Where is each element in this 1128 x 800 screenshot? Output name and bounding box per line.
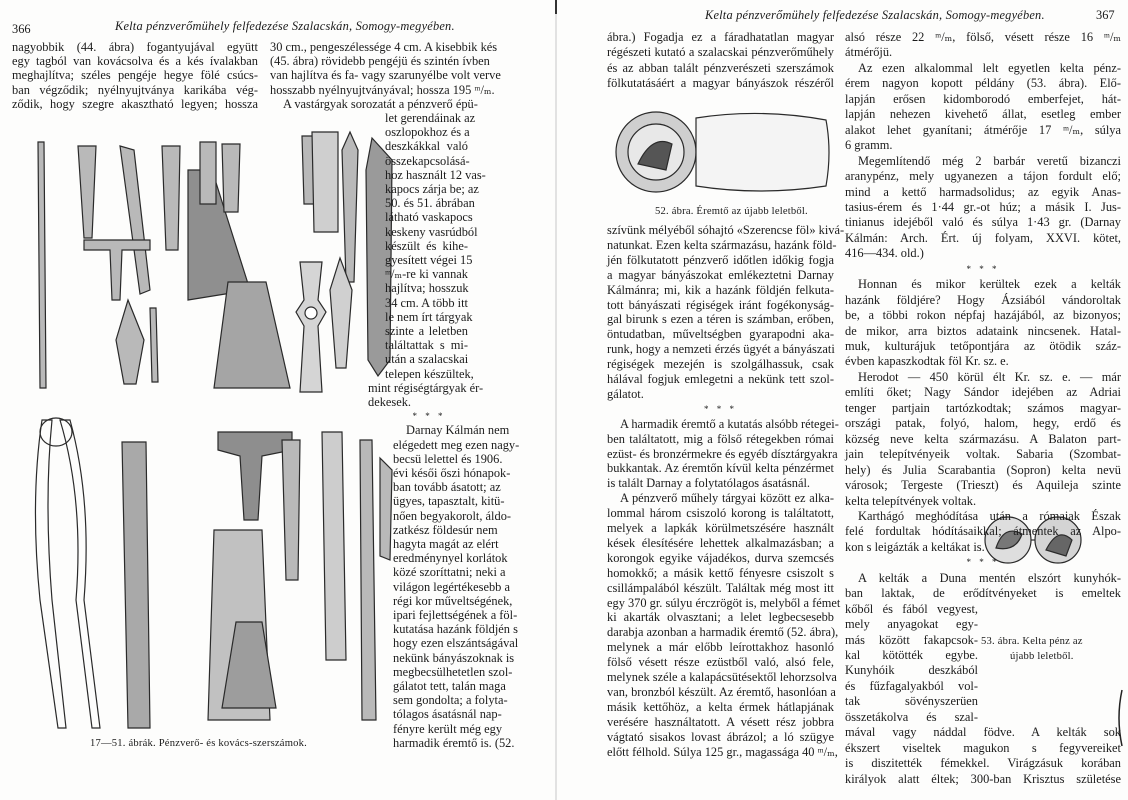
text-line: tólagos ásatásnál nap- [393, 707, 502, 722]
text-line: nagyobbik (44. ábra) fogantyujával együtt [12, 40, 258, 54]
section-separator: * * * [412, 411, 446, 422]
text-line: kőből és fából vegyest, [845, 601, 978, 616]
text-line: mint régiségtárgyak ér- [368, 380, 484, 395]
text-line: kapocs zárja be; az [385, 182, 479, 196]
text-line: A pénzverő műhely tárgyai között ez alka- [620, 491, 834, 506]
text-line: közé szoríttatni; neki a [393, 565, 506, 580]
tool-tongs [60, 420, 100, 728]
text-line: harmadik éremtő is. (52. [393, 735, 515, 750]
text-line: másik kettőhöz, a kelta érmek hátlapjának [607, 699, 834, 714]
text-line: Karthágó meghódítása után a rómaiak Észak [858, 508, 1121, 523]
text-line: 30 cm., pengeszélessége 4 cm. A kisebbik kés [270, 40, 498, 54]
section-separator: * * * [966, 263, 1000, 274]
figure-caption: 17—51. ábrák. Pénzverő- és kovács-szerszámok. [90, 738, 307, 749]
text-line: ipari fejlettségének a föl- [393, 608, 518, 622]
tool-long-blade [360, 440, 376, 720]
text-line: régiségek mezején is szolgálhassuk, csak [607, 357, 834, 372]
text-line: készült és kihe- [385, 238, 468, 253]
text-line: átmérőjü. [845, 45, 893, 60]
tool-double-axe [296, 262, 326, 392]
text-line: elégedett meg ezen nagy- [393, 437, 520, 452]
text-line: királyok alatt éltek; 300-ban Krisztus születése [845, 771, 1121, 786]
text-line: runk, hogy a nemzeti érzés ügyét a bányászati [607, 342, 835, 357]
text-line: ban laktak, de erődítvényeket is emeltek [845, 586, 1121, 601]
text-line: gyesített végei 15 [385, 253, 473, 267]
text-line: hazánk földjére? Hogy Ázsiából vándoroltak [845, 292, 1121, 307]
text-line: ᵐ/ₘ-re ki vannak [385, 267, 468, 282]
text-line: látható vaskapocs [385, 210, 473, 225]
text-line: ezüst- és bronzérmekre és egyéb dísztárgyakra [607, 446, 838, 461]
text-line: le nem írt tárgyak [385, 309, 473, 324]
tool-axe [188, 170, 250, 300]
text-line: 50. és 51. ábrában [385, 196, 475, 211]
text-line: kelta telepítvények voltak. [845, 493, 977, 508]
section-separator: * * * [966, 557, 1000, 568]
page-number: 366 [12, 22, 31, 36]
text-line: eredménynyel korlátok [393, 551, 508, 566]
text-line: sem gondolta; a folyta- [393, 693, 508, 708]
text-line: korongok egyike vájadékos, durva szemcsés [607, 550, 834, 565]
text-line: fölkutatásáért a magyar bányászok részéről [607, 76, 834, 91]
text-line: van hajlítva és fa- vagy szarunyélbe volt verve [270, 68, 501, 83]
tool-chisel [282, 440, 300, 580]
text-line: hely) és Julia Scarabantia (Sopron) kelta nevü [845, 462, 1121, 477]
text-line: érem nagyon kopott példány (53. ábra). Elő- [845, 76, 1121, 91]
text-line: összetákolva és szal- [845, 709, 978, 724]
running-head: Kelta pénzverőmühely felfedezése Szalacskán, Somogy-megyében. [115, 19, 455, 33]
page-number: 367 [1096, 8, 1115, 22]
text-line: szinte a leletben [385, 324, 468, 338]
tool-long-file [122, 442, 150, 728]
text-line: alsó része 22 ᵐ/ₘ, fölső, vésett része 16 ᵐ/ₘ [845, 30, 1121, 44]
text-line: városok; Tergeste (Trieszt) és Aquileja szinte [845, 478, 1121, 493]
text-line: darabja azonban a harmadik éremtő (52. ábra), [607, 625, 839, 640]
text-line: egy 370 gr. súlyu érczrögöt is, melyből a fémet [607, 595, 841, 610]
text-line: verésére használtatott. A vésett rész jobbra [607, 714, 834, 729]
text-line: natunkat. Ezen kelta származásu, hazánk föld- [607, 237, 837, 252]
figure-53-caption-line: újabb leletből. [1010, 651, 1074, 662]
text-line: tinianus idejéből való és súlya 1·43 gr. (Darnay [845, 215, 1121, 230]
tool-bar [222, 144, 240, 212]
text-line: be, a többi rokon népfaj hazájából, az bizonyos; [845, 308, 1121, 323]
text-line: mely anyagokat egy- [845, 617, 978, 632]
tool-bar [312, 132, 338, 232]
text-line: Honnan és mikor kerültek ezek a kelták [858, 277, 1121, 292]
text-line: dekesek. [368, 395, 412, 409]
text-line: tott bányászati régiségek iránt fogékonyság- [607, 297, 834, 312]
text-line: van, bronzból készült. Az éremtő, hasonlóan a [607, 684, 836, 699]
text-line: említi őket; Nagy Sándor idejében az Adriai [845, 385, 1121, 400]
text-line: egy tagból van kovácsolva és a kés ívalakban [12, 54, 258, 69]
text-line: Kálmánra; mi, kik a hazánk földjén felkuta- [607, 282, 834, 297]
tool-chisel [78, 146, 96, 238]
text-line: Kálmán: Arch. Ért. új folyam, XXVI. kötet, [845, 230, 1121, 245]
text-line: lapján nehezen kivehető állat, esetleg ember [845, 107, 1121, 122]
text-line: találtattak s mi- [385, 338, 468, 353]
figure-53-caption-line: 53. ábra. Kelta pénz az [981, 636, 1083, 647]
text-line: ügyes, tapasztalt, kitü- [393, 494, 505, 509]
text-line: régi kor műveltségének, [393, 593, 513, 608]
text-line: tasius-érem és 1·44 gr.-ot húz; a másik I. Jus- [845, 199, 1121, 214]
tool-dagger [342, 132, 358, 282]
tool-anvil [218, 432, 292, 520]
text-line: mind a kettő harmadsolidus; az egyik Anas- [845, 184, 1121, 199]
text-line: ki akarták olvasztani; a lelet legbecsesebb [607, 610, 834, 625]
text-line: jain telepítvényeik voltak. Sabaria (Szombat- [845, 447, 1121, 462]
text-line: let gerendáinak az [385, 111, 476, 125]
tool-spearhead [116, 300, 144, 384]
tool-knife [120, 146, 150, 294]
text-line: deszkákkal való [385, 139, 468, 154]
text-line: hogy ezen elszántságával [393, 636, 519, 651]
figure-52-caption: 52. ábra. Éremtő az újabb leletből. [655, 206, 808, 217]
text-line: után a szalacskai [385, 352, 469, 367]
text-line: is diszitették fémekkel. Virágzásuk korában [845, 756, 1121, 771]
text-line: szívünk mélyéből sóhajtó «Szerencse föl» kivá- [607, 223, 845, 237]
tool-rod [150, 308, 158, 382]
text-line: A vastárgyak sorozatát a pénzverő épü- [283, 96, 478, 111]
text-line: évben kapaszkodtak föl Kr. sz. e. [845, 354, 1009, 369]
text-line: alakot lehet gyanítani; átmérője 17 ᵐ/ₘ, súlya [845, 122, 1121, 137]
section-separator: * * * [704, 403, 737, 414]
text-line: világon legértékesebb a [393, 579, 510, 594]
text-line: más között fakapcsok- [845, 632, 978, 647]
figure-17-51-tools [35, 132, 392, 728]
text-line: nően begyakorolt, áldo- [393, 508, 512, 523]
tool-tongs [35, 420, 66, 728]
text-line: a magyar bányászokat emlékeztetni Darnay [607, 267, 834, 282]
tool-bar [200, 142, 216, 204]
text-line: lapján erősen kidomborodó emberfejet, hát- [845, 91, 1121, 106]
text-line: mával vagy náddal födve. A kelták sok [845, 725, 1121, 740]
text-line: előtt félhold. Súlya 125 gr., magassága 40 ᵐ/ₘ, [607, 744, 838, 759]
text-line: és az abban talált pénzverészeti szerszámok [607, 60, 834, 75]
text-line: ékszert viseltek magukon s fegyvereiket [845, 740, 1121, 755]
text-line: homokkő; a másik kettő fényesre csiszolt s [607, 565, 834, 580]
die-body [696, 113, 829, 191]
text-line: hajlítva; hosszuk [385, 281, 469, 296]
text-line: Kunyhóik deszkából [845, 663, 978, 678]
text-line: A harmadik éremtő a kutatás alsóbb rétegei- [620, 416, 839, 431]
text-line: aranypénz, mely ugyanezen a tájon fordult elő; [845, 169, 1121, 184]
text-line: A kelták a Duna mentén elszórt kunyhók- [858, 570, 1121, 585]
text-line: tak sövényszerüen [845, 694, 978, 709]
text-line: évi késői őszi hónapok- [393, 466, 511, 480]
text-line: nekünk bányászoknak is [393, 650, 515, 665]
text-line: ban tovább ásatott; az [393, 480, 501, 495]
text-line: (45. ábra) rövidebb pengéjü és szintén ívben [270, 54, 490, 69]
text-line: felé fordultak hódításaikkal; átmentek az Alpo- [845, 524, 1121, 539]
text-line: összekapcsolásá- [385, 153, 470, 168]
text-line: 416—434. old.) [845, 246, 924, 261]
text-line: bukkantak. Az éremtőn kívül kelta pénzérmet [607, 461, 834, 476]
text-line: ábra.) Fogadja ez a fáradhatatlan magyar [607, 30, 834, 44]
text-line: telepen készültek, [385, 366, 474, 381]
text-line: kon s leigázták a keltákat is. [845, 539, 985, 554]
text-line: ben találtatott, mig a fölső rétegekben római [607, 431, 834, 446]
text-line: lommal három csiszoló korong is találtatott, [607, 506, 834, 521]
tool-rod [38, 142, 46, 388]
text-line: melyek a lapkák körülmetszésére használt [607, 521, 834, 535]
text-line: kések élesítésére lehettek alkalmazásban; a [607, 535, 834, 550]
text-line: fényre került még egy [393, 721, 503, 736]
text-line: kal kötötték egybe. [845, 648, 978, 662]
text-line: ban végződik; nyélnyujtványa karikába vég- [12, 82, 258, 97]
tool-socketed-axe [214, 282, 290, 388]
text-line: is talált Darnay a folytatólagos ásatásnál. [607, 476, 810, 491]
tool-bar [322, 432, 346, 660]
text-line: meghajlítva; széles pengéje hegye fölé csúcs- [12, 68, 258, 83]
text-line: régészeti kutató a szalacskai pénzverőműhely [607, 45, 834, 60]
running-head: Kelta pénzverőmühely felfedezése Szalacskán, Somogy-megyében. [705, 8, 1045, 22]
text-line: és fűzfagalyakból vol- [845, 678, 978, 693]
text-line: jén fölkutatott pénzverő időtlen időkig fogja [607, 252, 834, 267]
text-line: hálával fogjuk emlegetni a nekünk tett szol- [607, 372, 834, 386]
text-line: gal birunk s ezen a téren is számban, erőben, [607, 312, 834, 327]
tool-chisel [162, 146, 180, 250]
text-line: 6 gramm. [845, 138, 893, 153]
text-line: muk, kulturájuk tetőpontjára az ötödik száz- [845, 339, 1121, 353]
text-line: kutatása hazánk földjén s [393, 622, 518, 637]
text-line: vágtató sisakos lovast ábrázol; a ló szügye [607, 729, 834, 744]
figure-52-minting-die [616, 112, 829, 192]
text-line: oszlopokhoz és a [385, 125, 470, 140]
text-line: öntudatban, műveltségben gyarapodni aka- [607, 327, 834, 342]
text-line: országi patak, folyó, halom, hegy, erdő és [845, 416, 1121, 431]
text-line: megbecsülhetetlen szol- [393, 664, 513, 679]
text-line: hagyta magát az elért [393, 537, 499, 551]
text-line: 34 cm. A több itt [385, 295, 468, 310]
text-line: keskeny vasrúdból [385, 224, 478, 239]
text-line: gálatot. [607, 386, 644, 401]
text-line: zatkész földesúr nem [393, 522, 498, 537]
text-line: hosszabb nyélnyujtványával; hossza 195 ᵐ/ₘ. [270, 82, 495, 97]
text-line: csillámpalából készült. Találtak még most itt [607, 580, 834, 595]
text-line: Megemlítendő még 2 barbár veretű bizanczi [858, 153, 1121, 168]
text-line: község neve kelta származásu. A Balaton part- [845, 431, 1121, 446]
text-line: Az ezen alkalommal lelt egyetlen kelta pénz- [858, 60, 1121, 75]
text-line: melynek széle a kalapácsütésektől lehorzsolva [607, 670, 837, 684]
text-line: Darnay Kálmán nem [406, 423, 510, 438]
text-line: becsü lelettel és 1906. [393, 451, 503, 466]
text-line: de mikor, arra biztos adataink nincsenek. Hatal- [845, 323, 1121, 338]
tool-knife-32 [380, 458, 392, 560]
text-line: ződik, hogy szegre akasztható legyen; hossza [12, 96, 258, 111]
text-line: tenger partjain tartózkodtak; számos magyar- [845, 400, 1121, 415]
text-line: Herodot — 450 körül élt Kr. sz. e. — már [858, 369, 1121, 384]
text-line: melynek a már előbb leírottakhoz hasonló [607, 640, 834, 655]
text-line: fölső vésett része ezüstből való, alsó fele, [607, 655, 834, 670]
text-line: hoz használt 12 vas- [385, 167, 486, 182]
text-line: gálatot tett, talán maga [393, 679, 506, 693]
